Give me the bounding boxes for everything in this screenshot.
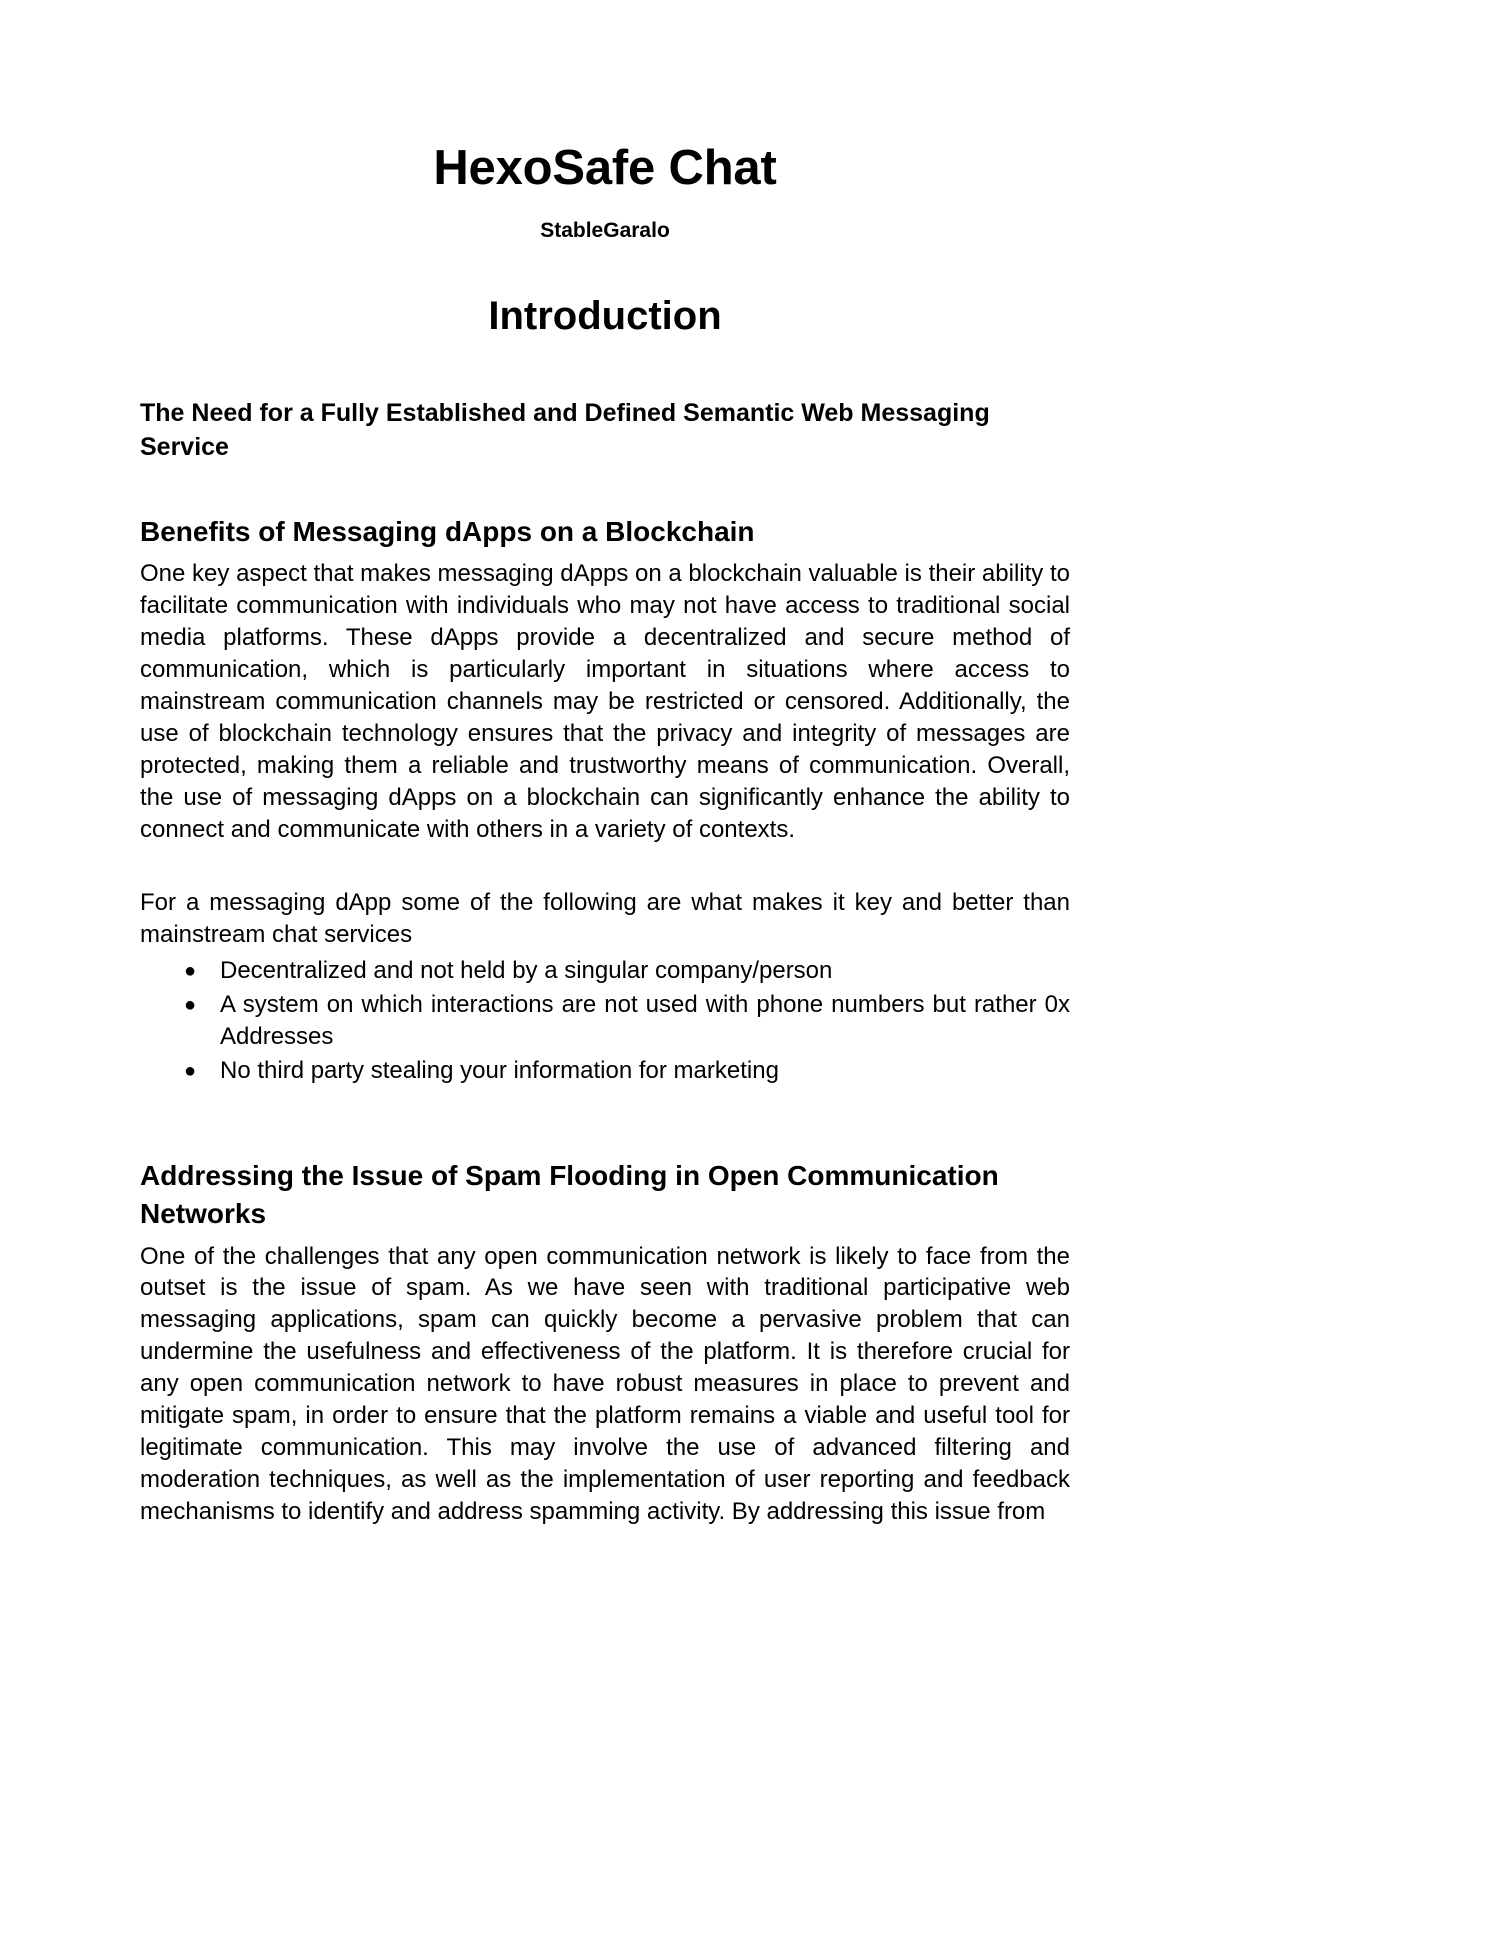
list-item [140, 989, 1070, 1053]
heading-benefits-of-messaging-dapps: Benefits of Messaging dApps on a Blockchain [140, 515, 755, 547]
list-item-label: Decentralized and not held by a singular company/person [220, 957, 833, 985]
heading-need-for-semantic-web-messaging: The Need for a Fully Established and Defined Semantic Web Messaging Service [140, 398, 990, 462]
section-title-introduction: Introduction [488, 293, 722, 338]
list-item-label: A system on which interactions are not used with phone numbers but rather 0x Addresses [220, 991, 1070, 1051]
list-item [140, 955, 1070, 987]
heading-addressing-spam-flooding: Addressing the Issue of Spam Flooding in Open Communication Networks [140, 1159, 999, 1229]
document-subtitle: StableGaralo [540, 219, 670, 243]
key-features-bullet-list [140, 951, 1070, 1087]
paragraph-spam-body: One of the challenges that any open communication network is likely to face from the outset is the issue of spam. As we have seen with traditional participative web messaging applications, spam can quickly become a pervasive problem that can undermine the usefulness and effectiveness of the platform. It is therefore crucial for any open communication network to have robust measures in place to prevent and mitigate spam, in order to ensure that the platform remains a viable and useful tool for legitimate communication. This may involve the use of advanced filtering and moderation techniques, as well as the implementation of user reporting and feedback mechanisms to identify and address spamming activity. By addressing this issue from [140, 1242, 1070, 1525]
list-item-label: No third party stealing your information for marketing [220, 1057, 779, 1085]
bullet-point-icon: ● [184, 1060, 197, 1083]
paragraph-benefits-body: One key aspect that makes messaging dApps on a blockchain valuable is their ability to facilitate communication with individuals who may not have access to traditional social media platforms. These dApps provide a decentralized and secure method of communication, which is particularly important in situations where access to mainstream communication channels may be restricted or censored. Additionally, the use of blockchain technology ensures that the privacy and integrity of messages are protected, making them a reliable and trustworthy means of communication. Overall, the use of messaging dApps on a blockchain can significantly enhance the ability to connect and communicate with others in a variety of contexts. [140, 560, 1070, 843]
document-content-column [140, 0, 1070, 1528]
document-title: HexoSafe Chat [433, 141, 777, 195]
bullet-point-icon: ● [184, 960, 197, 983]
paragraph-key-features-intro: For a messaging dApp some of the following are what makes it key and better than mainstream chat services [140, 889, 1070, 949]
list-item [140, 1055, 1070, 1087]
bullet-point-icon: ● [184, 994, 197, 1017]
